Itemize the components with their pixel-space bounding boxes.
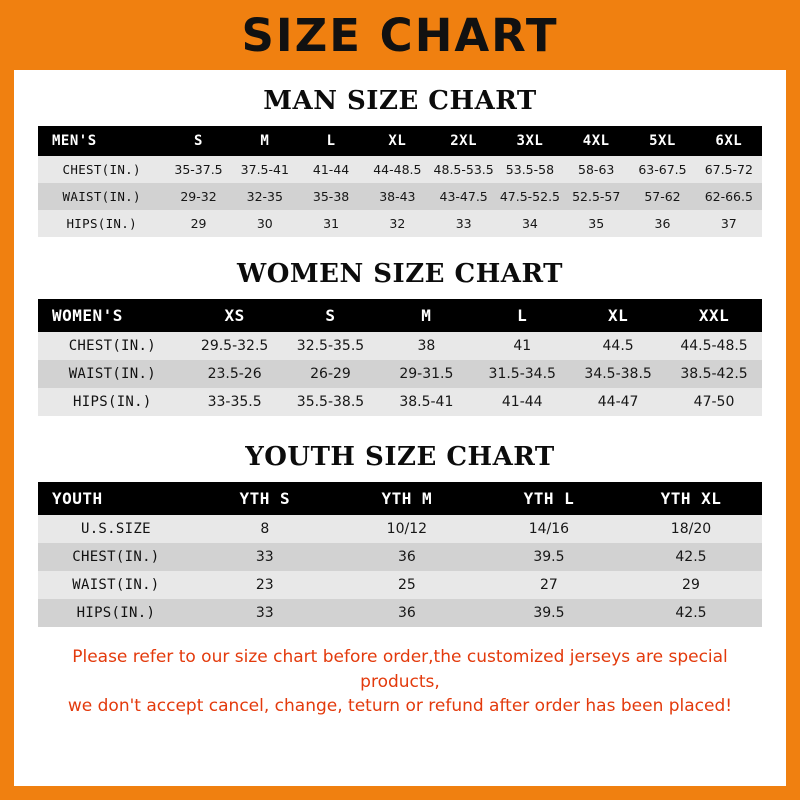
man-section-title: MAN SIZE CHART <box>263 86 537 116</box>
row-value: 25 <box>397 577 416 593</box>
row-value: 43-47.5 <box>439 189 488 204</box>
row-value: 62-66.5 <box>704 189 753 204</box>
bottom-bar <box>14 786 786 800</box>
youth-col-header: YTH M <box>381 489 433 508</box>
footer-note <box>38 645 762 719</box>
women-col-header: M <box>421 306 432 325</box>
table-row <box>38 360 762 388</box>
man-table-body <box>38 156 762 237</box>
row-value: 8 <box>260 521 270 537</box>
row-value: 27 <box>539 577 558 593</box>
women-table-corner-header: WOMEN'S <box>52 306 123 325</box>
row-value: 38 <box>417 338 436 354</box>
row-value: 53.5-58 <box>505 162 555 177</box>
footer-note-line-2: we don't accept cancel, change, teturn or refund after order has been placed! <box>67 696 733 717</box>
row-label: U.S.SIZE <box>80 521 151 537</box>
youth-size-table <box>38 482 762 627</box>
row-value: 23 <box>255 577 274 593</box>
man-col-header: XL <box>388 133 407 149</box>
row-value: 32-35 <box>246 189 283 204</box>
women-col-header: L <box>517 306 528 325</box>
row-label: WAIST(IN.) <box>68 366 156 382</box>
women-table-body <box>38 332 762 416</box>
youth-col-header: YTH XL <box>660 489 722 508</box>
row-value: 44.5-48.5 <box>680 338 748 354</box>
row-value: 42.5 <box>675 549 707 565</box>
row-value: 35-38 <box>312 189 350 204</box>
row-value: 57-62 <box>644 189 681 204</box>
row-label: HIPS(IN.) <box>66 216 137 231</box>
row-value: 31 <box>323 216 340 231</box>
youth-col-header: YTH S <box>239 489 291 508</box>
row-value: 29 <box>190 216 207 231</box>
row-value: 34.5-38.5 <box>584 366 652 382</box>
row-value: 41-44 <box>312 162 350 177</box>
row-value: 52.5-57 <box>572 189 621 204</box>
row-value: 41 <box>513 338 532 354</box>
man-col-header: 6XL <box>715 133 743 149</box>
row-label: WAIST(IN.) <box>62 189 141 204</box>
table-row <box>38 571 762 599</box>
chart-content <box>14 86 786 719</box>
youth-col-header: YTH L <box>523 489 575 508</box>
row-value: 32 <box>389 216 406 231</box>
youth-table-header-row <box>38 482 762 515</box>
women-size-table <box>38 299 762 416</box>
row-value: 42.5 <box>675 605 707 621</box>
row-value: 47-50 <box>693 394 735 410</box>
row-value: 39.5 <box>533 605 565 621</box>
women-col-header: S <box>325 306 336 325</box>
row-label: CHEST(IN.) <box>68 338 156 354</box>
row-value: 39.5 <box>533 549 565 565</box>
row-value: 31.5-34.5 <box>488 366 556 382</box>
man-col-header: M <box>260 133 270 149</box>
youth-table-corner-header: YOUTH <box>52 489 103 508</box>
row-value: 29.5-32.5 <box>200 338 269 354</box>
row-value: 36 <box>654 216 671 231</box>
row-value: 34 <box>521 216 538 231</box>
row-value: 63-67.5 <box>638 162 687 177</box>
man-col-header: 4XL <box>582 133 610 149</box>
row-value: 44-47 <box>597 394 639 410</box>
row-label: CHEST(IN.) <box>62 162 141 177</box>
row-value: 23.5-26 <box>207 366 262 382</box>
row-value: 14/16 <box>528 521 570 537</box>
row-value: 36 <box>397 549 416 565</box>
row-value: 48.5-53.5 <box>433 162 494 177</box>
table-row <box>38 156 762 183</box>
women-col-header: XS <box>224 306 245 325</box>
youth-table-body <box>38 515 762 627</box>
row-value: 18/20 <box>670 521 712 537</box>
man-col-header: S <box>194 133 203 149</box>
row-value: 47.5-52.5 <box>499 189 561 204</box>
women-section-title: WOMEN SIZE CHART <box>237 259 563 289</box>
row-value: 36 <box>397 605 416 621</box>
row-value: 30 <box>256 216 273 231</box>
table-row <box>38 388 762 416</box>
row-label: HIPS(IN.) <box>73 394 152 410</box>
row-value: 10/12 <box>386 521 428 537</box>
row-value: 35 <box>588 216 605 231</box>
man-size-table <box>38 126 762 237</box>
man-col-header: 5XL <box>649 133 676 149</box>
row-value: 29 <box>682 577 700 593</box>
youth-section-title: YOUTH SIZE CHART <box>245 442 555 472</box>
row-value: 33 <box>255 605 274 621</box>
row-value: 67.5-72 <box>704 162 753 177</box>
table-row <box>38 183 762 210</box>
row-value: 35-37.5 <box>174 162 223 177</box>
row-value: 38-43 <box>379 189 416 204</box>
row-label: HIPS(IN.) <box>76 605 156 621</box>
man-col-header: 3XL <box>516 133 544 149</box>
man-col-header: L <box>326 133 336 149</box>
row-value: 33 <box>455 216 472 231</box>
page-banner <box>14 0 786 70</box>
row-label: WAIST(IN.) <box>72 577 160 593</box>
row-value: 38.5-41 <box>399 394 454 410</box>
page-title: SIZE CHART <box>241 8 559 62</box>
row-value: 35.5-38.5 <box>296 394 365 410</box>
women-col-header: XXL <box>698 306 730 325</box>
footer-note-line-1: Please refer to our size chart before order,the customized jerseys are special products, <box>72 647 728 692</box>
women-col-header: XL <box>607 306 629 325</box>
row-value: 29-32 <box>180 189 217 204</box>
row-value: 58-63 <box>578 162 615 177</box>
row-value: 37.5-41 <box>240 162 289 177</box>
row-label: CHEST(IN.) <box>72 549 160 565</box>
row-value: 29-31.5 <box>399 366 454 382</box>
table-row <box>38 543 762 571</box>
row-value: 33 <box>255 549 274 565</box>
table-row <box>38 599 762 627</box>
table-row <box>38 210 762 237</box>
row-value: 41-44 <box>501 394 543 410</box>
man-table-corner-header: MEN'S <box>52 133 97 149</box>
women-table-header-row <box>38 299 762 332</box>
row-value: 33-35.5 <box>207 394 262 410</box>
man-col-header: 2XL <box>450 133 478 149</box>
row-value: 26-29 <box>310 366 351 382</box>
row-value: 44.5 <box>602 338 634 354</box>
man-table-header-row <box>38 126 762 156</box>
row-value: 38.5-42.5 <box>680 366 748 382</box>
table-row <box>38 332 762 360</box>
row-value: 37 <box>720 216 737 231</box>
table-row <box>38 515 762 543</box>
row-value: 32.5-35.5 <box>296 338 365 354</box>
row-value: 44-48.5 <box>373 162 422 177</box>
